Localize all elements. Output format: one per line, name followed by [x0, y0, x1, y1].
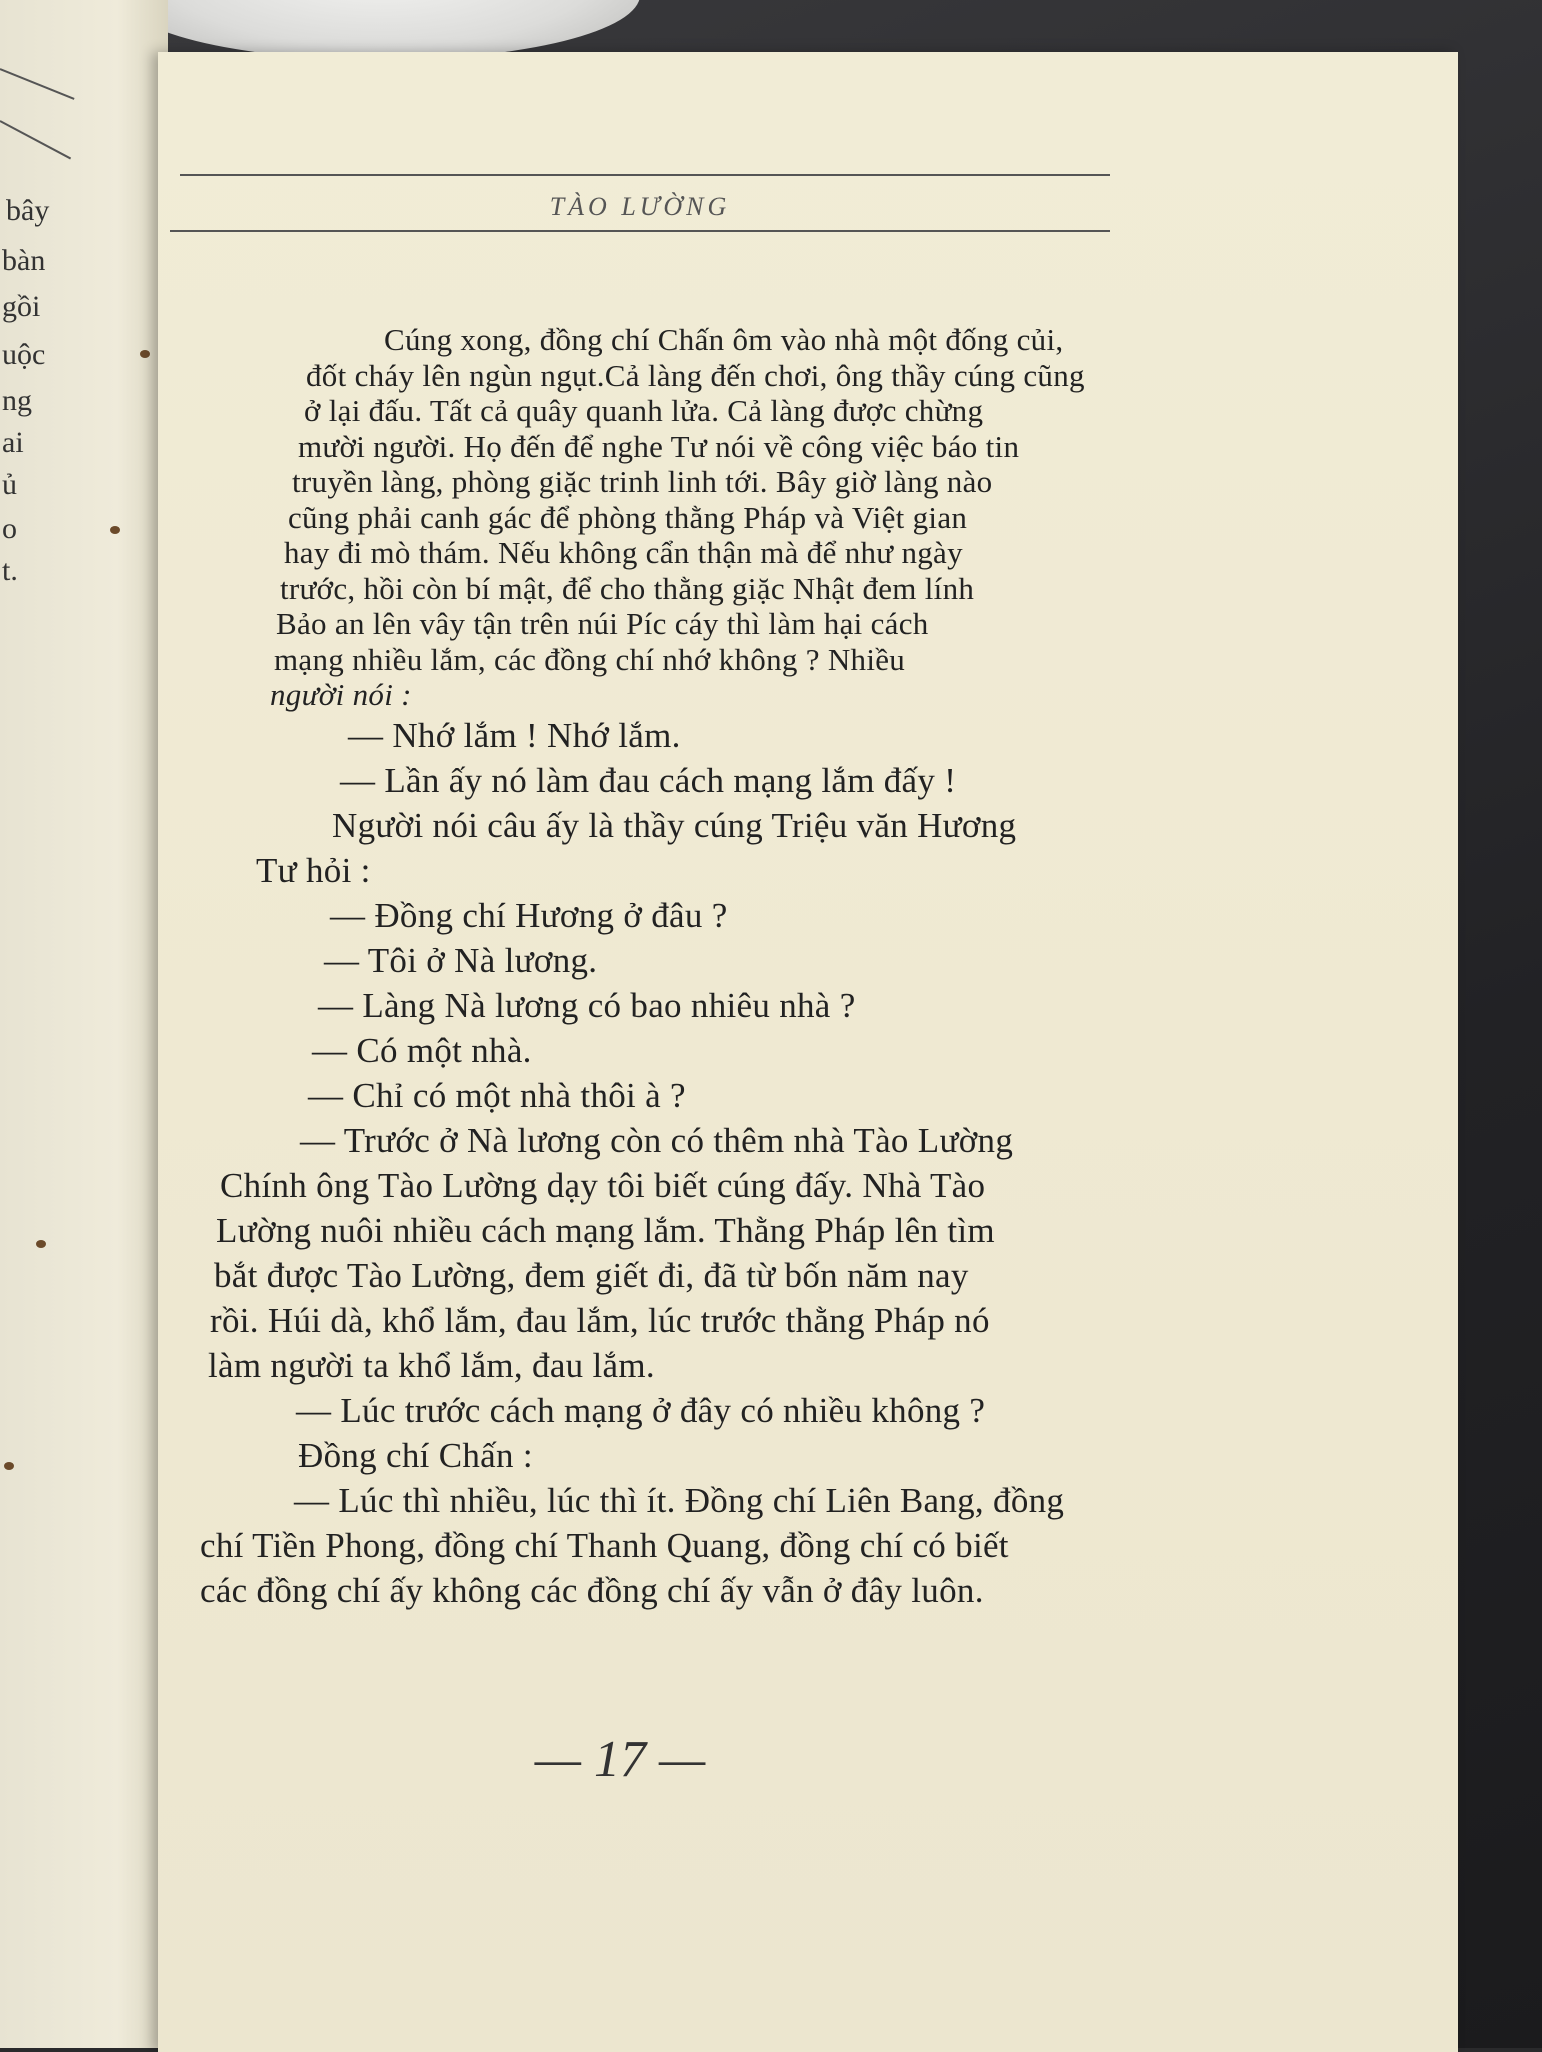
text-line: — Tôi ở Nà lương.	[324, 940, 598, 980]
text-line: trước, hồi còn bí mật, để cho thằng giặc Nhật đem lính	[280, 570, 975, 606]
binding-hole	[140, 350, 150, 358]
text-line: rồi. Húi dà, khổ lắm, đau lắm, lúc trước thằng Pháp nó	[210, 1300, 990, 1340]
page-body	[200, 322, 1330, 1613]
text-line: — Làng Nà lương có bao nhiêu nhà ?	[318, 985, 856, 1025]
binding-hole	[36, 1240, 46, 1248]
text-line: Chính ông Tào Lường dạy tôi biết cúng đấy. Nhà Tào	[220, 1165, 986, 1205]
left-page-fragment: gồi	[2, 290, 41, 323]
text-line: đốt cháy lên ngùn ngụt.Cả làng đến chơi, ông thầy cúng cũng	[306, 357, 1085, 393]
left-page-fragment: ng	[2, 384, 32, 417]
text-line: cũng phải canh gác để phòng thằng Pháp và Việt gian	[288, 499, 968, 535]
text-line: Cúng xong, đồng chí Chấn ôm vào nhà một đống củi,	[384, 322, 1064, 357]
header-rule-top	[180, 174, 1110, 176]
text-line: — Đồng chí Hương ở đâu ?	[330, 895, 728, 935]
text-line: — Lúc trước cách mạng ở đây có nhiều không ?	[296, 1390, 986, 1430]
text-line: Bảo an lên vây tận trên núi Píc cáy thì làm hại cách	[276, 606, 929, 641]
text-line: làm người ta khổ lắm, đau lắm.	[208, 1345, 655, 1385]
text-line: mười người. Họ đến để nghe Tư nói về công việc báo tin	[298, 428, 1020, 464]
text-line: các đồng chí ấy không các đồng chí ấy vẫn ở đây luôn.	[200, 1570, 984, 1610]
left-page-rule	[0, 68, 75, 100]
page-number: — 17 —	[534, 1731, 706, 1788]
header-rule-bottom	[170, 230, 1110, 232]
text-line: bắt được Tào Lường, đem giết đi, đã từ bốn năm nay	[214, 1255, 969, 1295]
text-line: Tư hỏi :	[256, 850, 371, 890]
text-line: — Chỉ có một nhà thôi à ?	[308, 1075, 686, 1115]
text-line: ở lại đấu. Tất cả quây quanh lửa. Cả làng được chừng	[304, 393, 984, 428]
header-title: TÀO LƯỜNG	[549, 192, 731, 221]
text-line: Lường nuôi nhiều cách mạng lắm. Thằng Pháp lên tìm	[216, 1210, 995, 1250]
text-line: — Có một nhà.	[312, 1030, 532, 1070]
text-line: — Lần ấy nó làm đau cách mạng lắm đấy !	[340, 760, 957, 800]
text-line: mạng nhiều lắm, các đồng chí nhớ không ? Nhiều	[274, 641, 906, 677]
left-page-rule	[0, 120, 71, 159]
left-page-fragment: o	[2, 512, 17, 545]
text-line: hay đi mò thám. Nếu không cẩn thận mà để như ngày	[284, 535, 963, 570]
text-line: Người nói câu ấy là thầy cúng Triệu văn Hương	[332, 805, 1017, 845]
text-line: — Lúc thì nhiều, lúc thì ít. Đồng chí Liên Bang, đồng	[294, 1480, 1065, 1520]
left-page-fragment: ai	[2, 426, 24, 459]
text-line: — Nhớ lắm ! Nhớ lắm.	[348, 715, 681, 755]
running-header	[170, 160, 1270, 240]
text-line: chí Tiền Phong, đồng chí Thanh Quang, đồng chí có biết	[200, 1525, 1009, 1565]
text-line: người nói :	[270, 677, 412, 712]
binding-hole	[110, 526, 120, 534]
left-page	[0, 0, 168, 2048]
left-page-fragment: t.	[2, 554, 18, 587]
text-line: Đồng chí Chấn :	[298, 1435, 533, 1475]
binding-hole	[4, 1462, 14, 1470]
text-line: — Trước ở Nà lương còn có thêm nhà Tào Lường	[300, 1120, 1014, 1160]
left-page-fragment: uộc	[2, 338, 46, 371]
text-line: truyền làng, phòng giặc trinh linh tới. Bây giờ làng nào	[292, 464, 993, 499]
left-page-fragment: bàn	[2, 244, 46, 277]
left-page-fragment: bây	[6, 194, 50, 227]
left-page-fragment: ủ	[2, 468, 17, 501]
